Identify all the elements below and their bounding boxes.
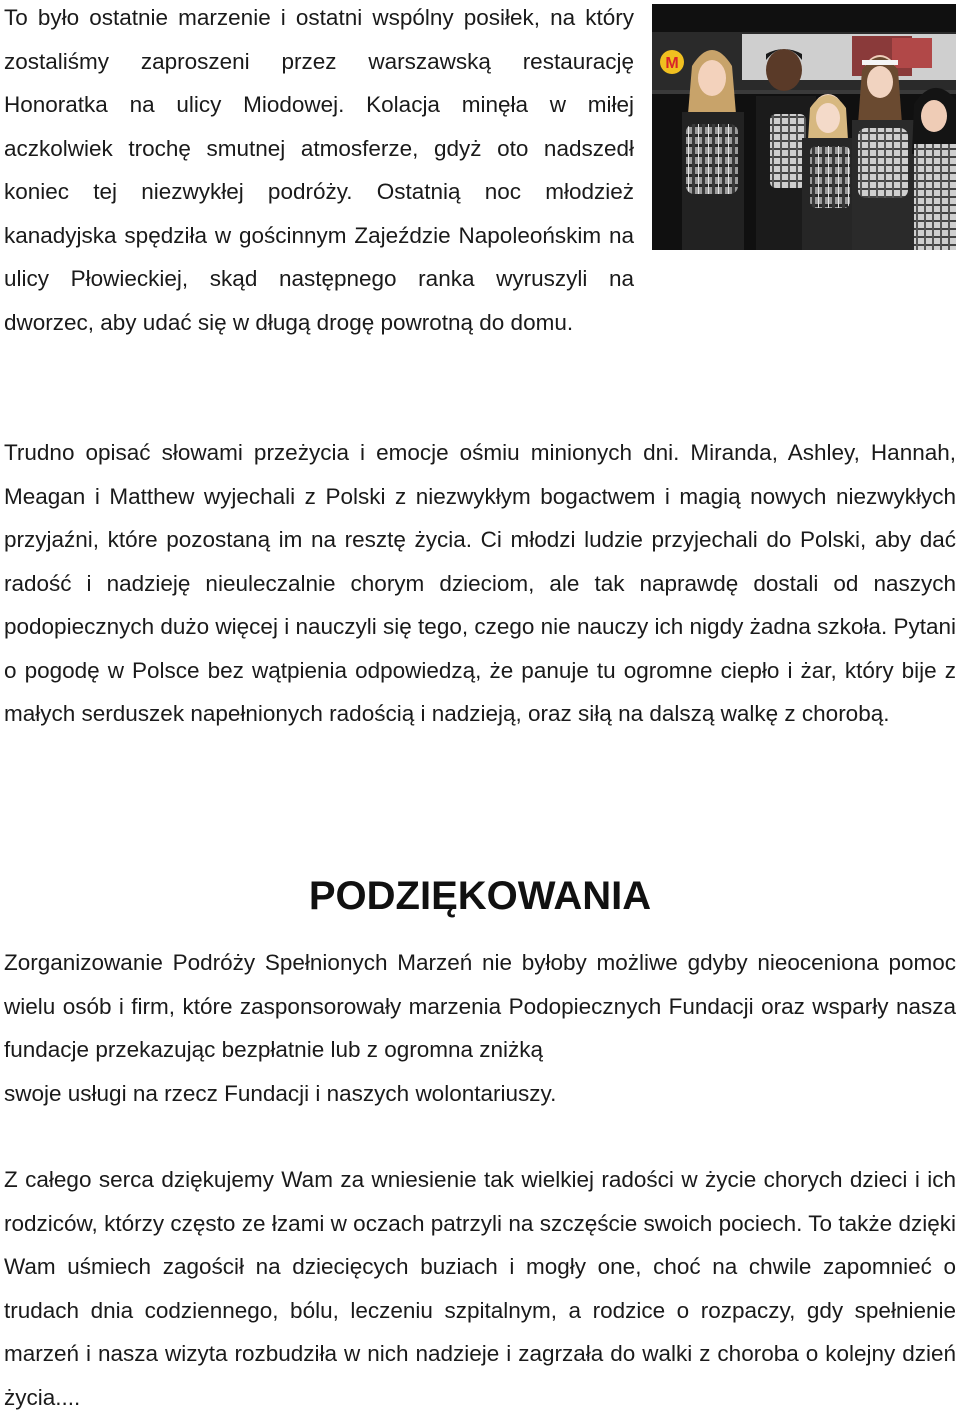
- group-photo-drawing: [652, 4, 956, 250]
- section-heading: PODZIĘKOWANIA: [308, 874, 652, 918]
- paragraph-organization-line1: Zorganizowanie Podróży Spełnionych Marzeń nie byłoby możliwe gdyby nieoceniona pomoc wielu osób i firm, które zasponsorowały marzenia Podopiecznych Fundacji oraz wsparły nasza fundacje przekazując bezpłatnie lub z ogromna zniżką: [4, 950, 956, 1062]
- paragraph-organization-line2: swoje usługi na rzecz Fundacji i naszych wolontariuszy.: [4, 1080, 557, 1106]
- paragraph-thanks: Z całego serca dziękujemy Wam za wniesienie tak wielkiej radości w życie chorych dzieci i ich rodziców, którzy często ze łzami w oczach patrzyli na szczęście swoich pociech. To także dzięki Wam uśmiech zagościł na dziecięcych buziach i mogły one, choć na chwile zapomnieć o trudach dnia codziennego, bólu, leczeniu szpitalnym, a rodzice o rozpaczy, gdy spełnienie marzeń i nasza wizyta rozbudziła w nich nadzieje i zagrzała do walki z choroba o kolejny dzień życia....: [4, 1167, 956, 1410]
- metro-sign-letter: M: [665, 55, 679, 72]
- paragraph-experiences: Trudno opisać słowami przeżycia i emocje ośmiu minionych dni. Miranda, Ashley, Hannah, Meagan i Matthew wyjechali z Polski z niezwykłym bogactwem i magią nowych niezwykłych przyjaźni, które pozostaną im na resztę życia. Ci młodzi ludzie przyjechali do Polski, aby dać radość i nadzieję nieuleczalnie chorym dzieciom, ale tak naprawdę dostali od naszych podopiecznych dużo więcej i nauczyli się tego, czego nie nauczy ich nigdy żadna szkoła. Pytani o pogodę w Polsce bez wątpienia odpowiedzą, że panuje tu ogromne ciepło i żar, który bije z małych serduszek napełnionych radością i nadzieją, oraz siłą na dalszą walkę z chorobą.: [4, 440, 956, 726]
- paragraph-farewell-dinner-text: To było ostatnie marzenie i ostatni wspólny posiłek, na który zostaliśmy zaproszeni przez warszawską restaurację Honoratka na ulicy Miodowej. Kolacja minęła w miłej aczkolwiek trochę smutnej atmosferze, gdyż oto nadszedł koniec tej niezwykłej podróży. Ostatnią noc młodzież kanadyjska spędziła w gościnnym Zajeździe Napoleońskim na ulicy Płowieckiej, skąd następnego ranka wyruszyli na dworzec, aby udać się w długą drogę powrotną do domu.: [4, 5, 634, 335]
- paragraph-organization: [4, 941, 956, 1115]
- paragraph-farewell-dinner: [4, 0, 956, 344]
- group-photo: [652, 4, 956, 250]
